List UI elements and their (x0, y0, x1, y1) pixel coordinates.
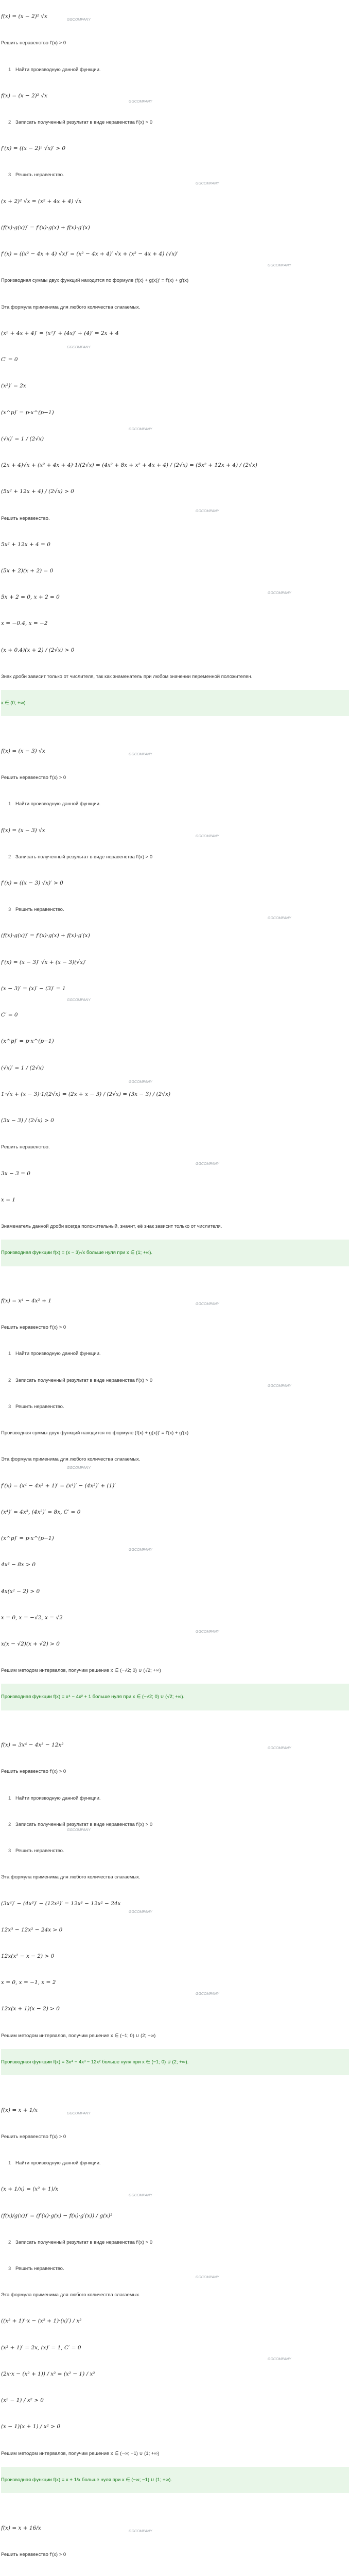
answer-line: Производная функции f(x) = x⁴ − 4x² + 1 больше нуля при x ∈ (−√2; 0) ∪ (√2; +∞). (1, 1684, 349, 1710)
answer-line: Производная функции f(x) = 3x⁴ − 4x³ − 12x² больше нуля при x ∈ (−1; 0) ∪ (2; +∞). (1, 2049, 349, 2075)
watermark-text: GGCOMPANY (268, 591, 291, 596)
step-text: Решить неравенство. (15, 2266, 64, 2272)
math-line: f(x) = x + 1/x (1, 2107, 38, 2113)
watermark-text: GGCOMPANY (268, 1384, 291, 1388)
step-label (1, 896, 349, 923)
step-text: Решить неравенство. (15, 1848, 64, 1854)
math-line: f(x) = x + 16/x (1, 2524, 41, 2531)
math-line: f(x) = x⁴ − 4x² + 1 (1, 1297, 52, 1304)
step-number: 3 (8, 1848, 11, 1854)
watermark-text: GGCOMPANY (196, 2275, 219, 2279)
math-line: 3x − 3 = 0 (1, 1170, 30, 1177)
watermark-text: GGCOMPANY (129, 428, 152, 432)
step-number: 3 (8, 1403, 11, 1410)
math-line: 5x² + 12x + 4 = 0 (1, 541, 50, 548)
math-line: (x⁴)′ = 4x³, (4x²)′ = 8x, C′ = 0 (1, 1509, 81, 1515)
step-label (1, 2150, 349, 2176)
math-line: f′(x) = (x − 3)′ √x + (x − 3)(√x)′ (1, 959, 86, 965)
math-line: f′(x) = ((x² − 4x + 4) √x)′ = (x² − 4x + 4)′ √x + (x² − 4x + 4) (√x)′ (1, 251, 178, 258)
math-line: (x^p)′ = p·x^(p−1) (1, 409, 54, 416)
watermark-text: GGCOMPANY (67, 1828, 91, 1833)
step-number (8, 2568, 15, 2576)
math-line: 12x(x² − x − 2) > 0 (1, 1953, 55, 1959)
math-line: (x + 1/x) = (x² + 1)/x (1, 2186, 59, 2193)
watermark-text: GGCOMPANY (129, 1910, 152, 1914)
text-line: Решить неравенство. (1, 1144, 50, 1150)
step-label (1, 1394, 349, 1420)
answer-line: Производная функции f(x) = x + 1/x больше нуля при x ∈ (−∞; −1) ∪ (1; +∞). (1, 2467, 349, 2493)
text-line: Эта формула применима для любого количества слагаемых. (1, 1874, 141, 1880)
math-line: (5x² + 12x + 4) / (2√x) > 0 (1, 488, 74, 495)
math-line: (3x⁴)′ − (4x³)′ − (12x²)′ = 12x³ − 12x² − 24x (1, 1900, 121, 1907)
math-line: f′(x) = ((x − 3) √x)′ > 0 (1, 880, 63, 886)
text-line: Решить неравенство f′(x) > 0 (1, 2133, 66, 2140)
problem-section (1, 738, 349, 1266)
math-line: (f(x)·g(x))′ = f′(x)·g(x) + f(x)·g′(x) (1, 224, 90, 231)
watermark-text: GGCOMPANY (67, 18, 91, 22)
watermark-text: GGCOMPANY (67, 2111, 91, 2115)
text-line: Знак дроби зависит только от числителя, так как знаменатель при любом значении переменной положителен. (1, 673, 253, 680)
problem-section (1, 1732, 349, 2075)
step-number: 1 (8, 1351, 11, 1357)
text-line: Производная суммы двух функций находится по формуле (f(x) + g(x))′ = f′(x) + g′(x) (1, 278, 189, 284)
math-line: (x² + 1)′ = 2x, (x)′ = 1, C′ = 0 (1, 2344, 81, 2351)
step-label (1, 844, 349, 870)
watermark-text: GGCOMPANY (129, 753, 152, 757)
math-line: x = 1 (1, 1196, 16, 1203)
math-line: 4x³ − 8x > 0 (1, 1562, 36, 1568)
step-label (1, 1785, 349, 1811)
step-text: Найти производную данной функции. (15, 801, 101, 807)
math-line: (x + 0.4)(x + 2) / (2√x) > 0 (1, 647, 75, 653)
step-number: 1 (8, 1795, 11, 1801)
math-line: 4x(x² − 2) > 0 (1, 1588, 40, 1595)
math-line: f′(x) = ((x − 2)² √x)′ > 0 (1, 145, 66, 152)
step-number: 1 (8, 801, 11, 807)
watermark-text: GGCOMPANY (67, 346, 91, 350)
text-line: Производная суммы двух функций находится по формуле (f(x) + g(x))′ = f′(x) + g′(x) (1, 1430, 189, 1436)
watermark-text: GGCOMPANY (196, 1302, 219, 1307)
watermark-text: GGCOMPANY (196, 1992, 219, 1996)
math-line: (√x)′ = 1 / (2√x) (1, 1064, 44, 1071)
problem-section (1, 1288, 349, 1710)
watermark-text: GGCOMPANY (129, 2193, 152, 2197)
text-line: Решить неравенство. (1, 515, 50, 521)
math-line: 12x³ − 12x² − 24x > 0 (1, 1926, 63, 1933)
step-number: 2 (8, 2239, 11, 2245)
math-line: (x² + 4x + 4)′ = (x²)′ + (4x)′ + (4)′ = 2x + 4 (1, 330, 119, 336)
math-line: (x² − 1) / x² > 0 (1, 2397, 44, 2404)
math-line: (3x − 3) / (2√x) > 0 (1, 1117, 54, 1124)
step-number: 2 (8, 120, 11, 125)
math-line: x = 0, x = −√2, x = √2 (1, 1614, 63, 1621)
step-text: Записать полученный результат в виде неравенства f′(x) > 0 (15, 1821, 153, 1827)
math-line: f(x) = (x − 2)² √x (1, 92, 47, 99)
math-line: (2x·x − (x² + 1)) / x² = (x² − 1) / x² (1, 2370, 95, 2377)
math-line: (f(x)/g(x))′ = (f′(x)·g(x) − f(x)·g′(x)) / g(x)² (1, 2212, 113, 2219)
step-text: Решить неравенство. (15, 907, 64, 913)
watermark-text: GGCOMPANY (196, 1630, 219, 1634)
text-line: Решить неравенство f′(x) > 0 (1, 775, 66, 781)
step-number: 1 (8, 2160, 11, 2166)
step-label (1, 109, 349, 135)
math-line: f(x) = (x − 3) √x (1, 827, 45, 834)
problem-section (1, 4, 349, 716)
math-line: C′ = 0 (1, 357, 18, 363)
step-text: Найти производную данной функции. (15, 2160, 101, 2166)
watermark-text: GGCOMPANY (196, 182, 219, 186)
watermark-text: GGCOMPANY (196, 835, 219, 839)
watermark-text: GGCOMPANY (129, 1548, 152, 1552)
text-line: Эта формула применима для любого количества слагаемых. (1, 2292, 141, 2298)
math-line: (f(x)·g(x))′ = f′(x)·g(x) + f(x)·g′(x) (1, 933, 90, 939)
step-label (1, 57, 349, 83)
math-line: (√x)′ = 1 / (2√x) (1, 435, 44, 442)
step-text: Записать полученный результат в виде неравенства f′(x) > 0 (15, 2239, 153, 2245)
watermark-text: GGCOMPANY (268, 1747, 291, 1751)
math-line: ((x² + 1)′·x − (x² + 1)·(x)′) / x² (1, 2318, 82, 2325)
watermark-text: GGCOMPANY (129, 1080, 152, 1084)
watermark-text: GGCOMPANY (196, 510, 219, 514)
watermark-text: GGCOMPANY (268, 264, 291, 268)
text-line: Решим методом интервалов, получим решение x ∈ (−1; 0) ∪ (2; +∞) (1, 2032, 156, 2039)
step-number: 3 (8, 2266, 11, 2272)
text-line: Решим методом интервалов, получим решение x ∈ (−√2; 0) ∪ (√2; +∞) (1, 1668, 161, 1674)
text-line: Решить неравенство f′(x) > 0 (1, 1769, 66, 1775)
math-line: 1·√x + (x − 3)·1/(2√x) = (2x + x − 3) / (2√x) = (3x − 3) / (2√x) (1, 1091, 171, 1097)
watermark-text: GGCOMPANY (129, 100, 152, 104)
step-number: 2 (8, 1377, 11, 1383)
math-line: 12x(x + 1)(x − 2) > 0 (1, 2006, 60, 2012)
step-text: Найти производную данной функции. (15, 66, 101, 73)
text-line: Знаменатель данной дроби всегда положительный, значит, её знак зависит только от числителя. (1, 1224, 222, 1230)
step-number: 2 (8, 854, 11, 860)
watermark-text: GGCOMPANY (196, 1162, 219, 1166)
step-label (1, 2568, 349, 2576)
step-label (1, 1367, 349, 1394)
math-line: f(x) = 3x⁴ − 4x³ − 12x² (1, 1742, 64, 1749)
answer-line: Производная функции f(x) = (x − 3)√x больше нуля при x ∈ (1; +∞). (1, 1240, 349, 1266)
text-line: Эта формула применима для любого количества слагаемых. (1, 1456, 141, 1463)
watermark-text: GGCOMPANY (67, 1466, 91, 1470)
math-line: x(x − √2)(x + √2) > 0 (1, 1640, 60, 1647)
step-text: Решить неравенство. (15, 1403, 64, 1410)
text-line: Эта формула применима для любого количества слагаемых. (1, 304, 141, 310)
math-line: 5x + 2 = 0, x + 2 = 0 (1, 594, 60, 601)
math-line: (x^p)′ = p·x^(p−1) (1, 1038, 54, 1045)
step-text: Найти производную данной функции. (15, 1795, 101, 1801)
step-text: Записать полученный результат в виде неравенства f′(x) > 0 (15, 854, 153, 860)
problem-section (1, 2515, 349, 2576)
math-line: x = 0, x = −1, x = 2 (1, 1979, 56, 1986)
step-label (1, 162, 349, 188)
math-line: f′(x) = (x⁴ − 4x² + 1)′ = (x⁴)′ − (4x²)′ + (1)′ (1, 1482, 116, 1489)
math-line: x = −0.4, x = −2 (1, 620, 48, 627)
text-line: Решить неравенство f′(x) > 0 (1, 1325, 66, 1331)
step-label (1, 2256, 349, 2282)
math-line: (x − 1)(x + 1) / x² > 0 (1, 2424, 61, 2430)
step-number: 2 (8, 1821, 11, 1827)
step-number: 1 (8, 66, 11, 73)
step-label (1, 1341, 349, 1367)
watermark-text: GGCOMPANY (129, 2529, 152, 2533)
step-number: 3 (8, 172, 11, 178)
text-line: Решить неравенство f′(x) > 0 (1, 2551, 66, 2557)
step-number: 3 (8, 907, 11, 913)
math-line: (5x + 2)(x + 2) = 0 (1, 567, 54, 574)
step-text: Найти производную данной функции. (15, 1351, 101, 1357)
math-line: (x + 2)² √x = (x² + 4x + 4) √x (1, 198, 82, 205)
step-label (1, 791, 349, 817)
step-label (1, 1838, 349, 1864)
answer-line: x ∈ (0; +∞) (1, 690, 349, 716)
math-line: (x^p)′ = p·x^(p−1) (1, 1535, 54, 1542)
math-line: (x − 3)′ = (x)′ − (3)′ = 1 (1, 985, 66, 992)
step-text: Записать полученный результат в виде неравенства f′(x) > 0 (15, 1377, 153, 1383)
math-line: f(x) = (x − 2)² √x (1, 13, 47, 20)
watermark-text: GGCOMPANY (268, 917, 291, 921)
step-label (1, 2229, 349, 2256)
math-line: C′ = 0 (1, 1012, 18, 1019)
step-text: Записать полученный результат в виде неравенства f′(x) > 0 (15, 120, 153, 125)
watermark-text: GGCOMPANY (67, 998, 91, 1003)
text-line: Решить неравенство f′(x) > 0 (1, 40, 66, 46)
math-line: (2x + 4)√x + (x² + 4x + 4)·1/(2√x) = (4x² + 8x + x² + 4x + 4) / (2√x) = (5x² + 12x + 4) / (2√x) (1, 462, 257, 469)
step-text: Решить неравенство. (15, 172, 64, 178)
step-label (1, 1811, 349, 1838)
watermark-text: GGCOMPANY (268, 2357, 291, 2361)
text-line: Решим методом интервалов, получим решение x ∈ (−∞; −1) ∪ (1; +∞) (1, 2450, 160, 2456)
math-line: f(x) = (x − 3) √x (1, 748, 45, 754)
math-line: (x²)′ = 2x (1, 383, 26, 389)
problem-section (1, 2097, 349, 2494)
